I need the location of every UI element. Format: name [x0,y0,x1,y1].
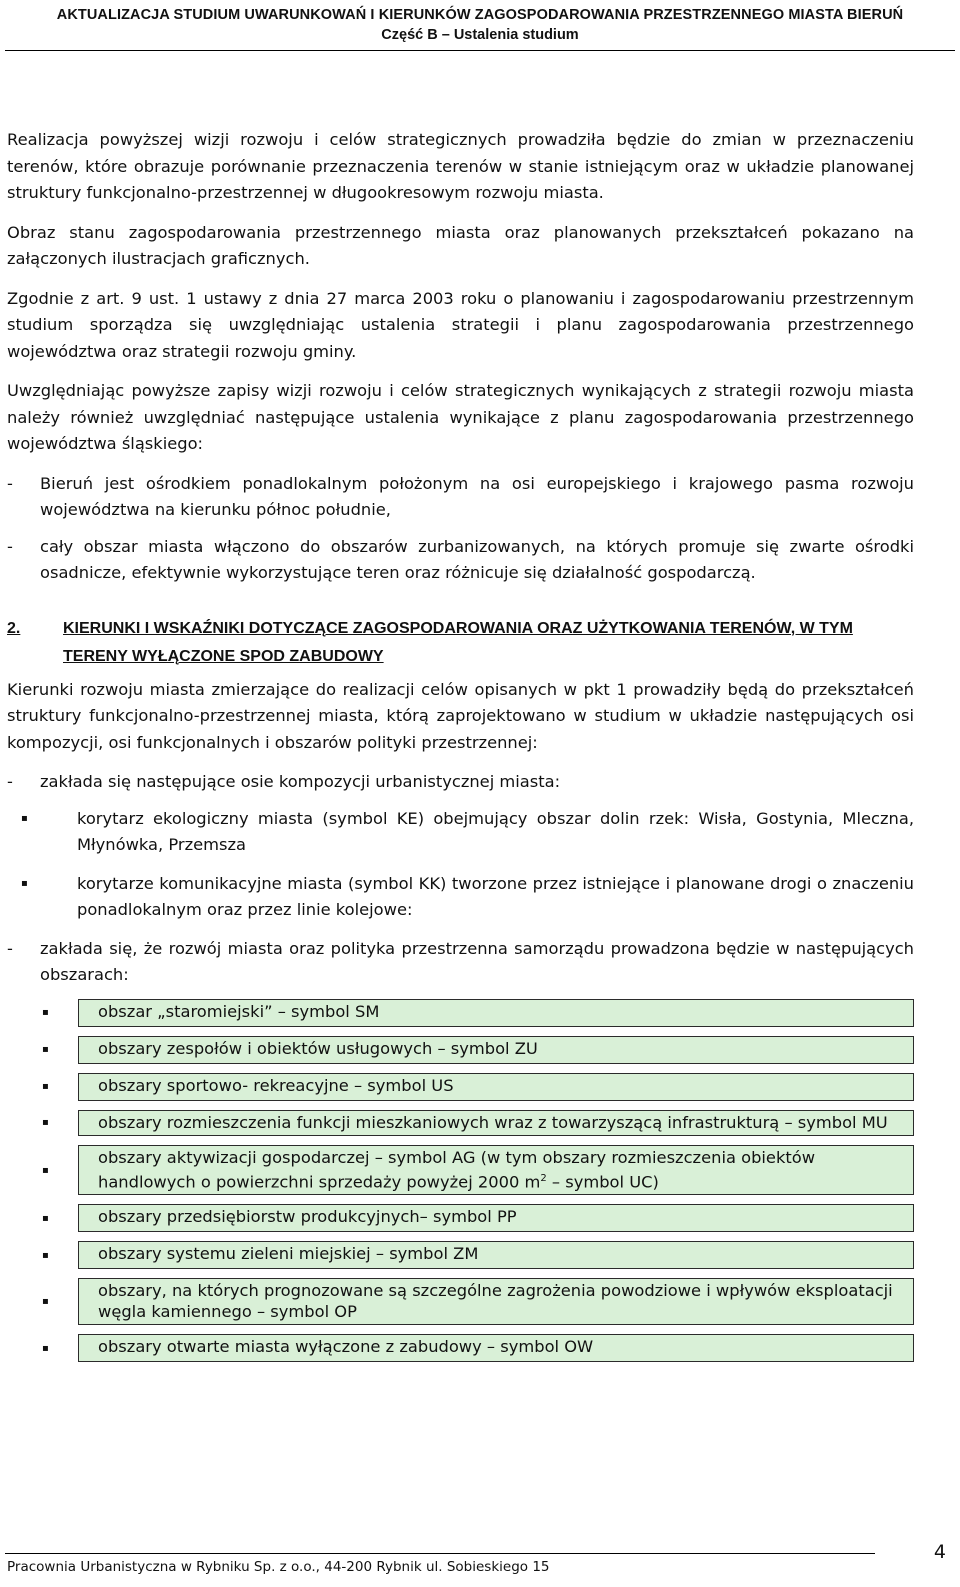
area-box-ag-tail: – symbol UC) [546,1171,659,1191]
page-header [0,0,960,45]
area-box-zu: obszary zespołów i obiektów usługowych – symbol ZU [78,1036,914,1064]
page-body [7,127,914,1371]
square-bullet-icon: ▪ [42,1007,49,1018]
square-bullet-icon: ▪ [21,812,28,824]
area-row [7,1278,914,1325]
list-item [7,871,914,924]
footer-text: Pracownia Urbanistyczna w Rybniku Sp. z o.o., 44-200 Rybnik ul. Sobieskiego 15 [7,1559,550,1575]
area-row [7,1036,914,1064]
list-item [7,936,914,989]
paragraph-legal-basis: Zgodnie z art. 9 ust. 1 ustawy z dnia 27 marca 2003 roku o planowaniu i zagospodarowaniu przestrzennym studium sporządza się uwzględniając ustalenia strategii i planu zagospodarowania przestrzennego województwa oraz strategii rozwoju gminy. [7,288,914,361]
list-item-text: Bieruń jest ośrodkiem ponadlokalnym położonym na osi europejskiego i krajowego pasma rozwoju województwa na kierunku północ południe, [40,473,914,519]
square-bullet-icon: ▪ [42,1081,49,1092]
list-item-text: cały obszar miasta włączono do obszarów zurbanizowanych, na których promuje się zwarte ośrodki osadnicze, efektywnie wykorzystujące teren oraz różnicuje się działalność gospodarczą. [40,536,914,582]
square-bullet-icon: ▪ [42,1296,49,1308]
square-bullet-icon: ▪ [42,1212,49,1224]
area-box-zm: obszary systemu zieleni miejskiej – symbol ZM [78,1241,914,1269]
square-bullet-icon: ▪ [42,1117,49,1129]
section-intro: Kierunki rozwoju miasta zmierzające do realizacji celów opisanych w pkt 1 prowadziły będą do przekształceń struktury funkcjonalno-przestrzennej miasta, którą zaprojektowano w studium w układzie następujących osi kompozycji, osi funkcjonalnych i obszarów polityki przestrzennej: [7,679,914,752]
dash-marker: - [7,536,13,556]
section-title: KIERUNKI I WSKAŹNIKI DOTYCZĄCE ZAGOSPODAROWANIA ORAZ UŻYTKOWANIA TERENÓW, W TYM TERENY WYŁĄCZONE SPOD ZABUDOWY [63,619,853,665]
list-item-text: zakłada się, że rozwój miasta oraz polityka przestrzenna samorządu prowadzona będzie w następujących obszarach: [40,938,914,984]
dash-marker: - [7,473,13,493]
paragraph-vision: Realizacja powyższej wizji rozwoju i celów strategicznych prowadziła będzie do zmian w przeznaczeniu terenów, które obrazuje porównanie przeznaczenia terenów w stanie istniejącym oraz w układzie planowanej struktury funkcjonalno-przestrzennej w długookresowym rozwoju miasta. [7,130,914,202]
list-item-text: zakłada się następujące osie kompozycji urbanistycznej miasta: [40,772,561,791]
area-row [7,1145,914,1195]
superscript-exponent: 2 [540,1172,547,1184]
paragraph-illustrations: Obraz stanu zagospodarowania przestrzennego miasta oraz planowanych przekształceń pokazano na załączonych ilustracjach graficznych. [7,222,914,268]
area-row [7,1073,914,1101]
area-box-sm: obszar „staromiejski” – symbol SM [78,999,914,1027]
header-divider [5,50,955,51]
area-box-mu: obszary rozmieszczenia funkcji mieszkaniowych wraz z towarzyszącą infrastrukturą – symbol MU [78,1110,914,1137]
list-item [7,806,914,859]
list-item-text: korytarz ekologiczny miasta (symbol KE) obejmujący obszar dolin rzek: Wisła, Gostynia, Mleczna, Młynówka, Przemsza [77,808,914,854]
area-row [7,1334,914,1362]
list-item [7,534,914,587]
area-box-ow: obszary otwarte miasta wyłączone z zabudowy – symbol OW [78,1334,914,1362]
area-row [7,999,914,1027]
square-bullet-icon: ▪ [42,1342,49,1354]
page-number: 4 [933,1541,946,1563]
document-title: AKTUALIZACJA STUDIUM UWARUNKOWAŃ I KIERUNKÓW ZAGOSPODAROWANIA PRZESTRZENNEGO MIASTA BIERUŃ [56,7,904,23]
list-item [7,471,914,524]
area-box-ag-text: obszary aktywizacji gospodarczej – symbol AG (w tym obszary rozmieszczenia obiektów handlowych o powierzchni sprzedaży powyżej 2000 m [98,1148,816,1191]
dash-marker: - [7,938,13,958]
list-item [7,769,914,796]
area-box-us: obszary sportowo- rekreacyjne – symbol US [78,1073,914,1101]
section-number: 2. [7,619,21,637]
paragraph-voivodeship-plan: Uwzględniając powyższe zapisy wizji rozwoju i celów strategicznych wynikających z strategii rozwoju miasta należy również uwzględniać następujące ustalenia wynikające z planu zagospodarowania przestrzennego województwa śląskiego: [7,381,914,453]
area-symbol-list [7,999,914,1363]
area-box-ag [78,1145,914,1195]
section-heading [7,615,914,671]
dash-marker: - [7,772,13,791]
area-row [7,1241,914,1269]
area-row [7,1110,914,1137]
document-subtitle: Część B – Ustalenia studium [381,27,579,43]
square-bullet-icon: ▪ [42,1044,49,1055]
square-bullet-icon: ▪ [42,1249,49,1261]
area-box-pp: obszary przedsiębiorstw produkcyjnych– symbol PP [78,1204,914,1232]
area-box-op: obszary, na których prognozowane są szczególne zagrożenia powodziowe i wpływów eksploatacji węgla kamiennego – symbol OP [78,1278,914,1325]
square-bullet-icon: ▪ [21,877,28,889]
square-bullet-icon: ▪ [42,1164,49,1176]
area-row [7,1204,914,1232]
footer-divider [5,1553,875,1554]
list-item-text: korytarze komunikacyjne miasta (symbol KK) tworzone przez istniejące i planowane drogi o znaczeniu ponadlokalnym oraz przez linie kolejowe: [77,873,914,919]
